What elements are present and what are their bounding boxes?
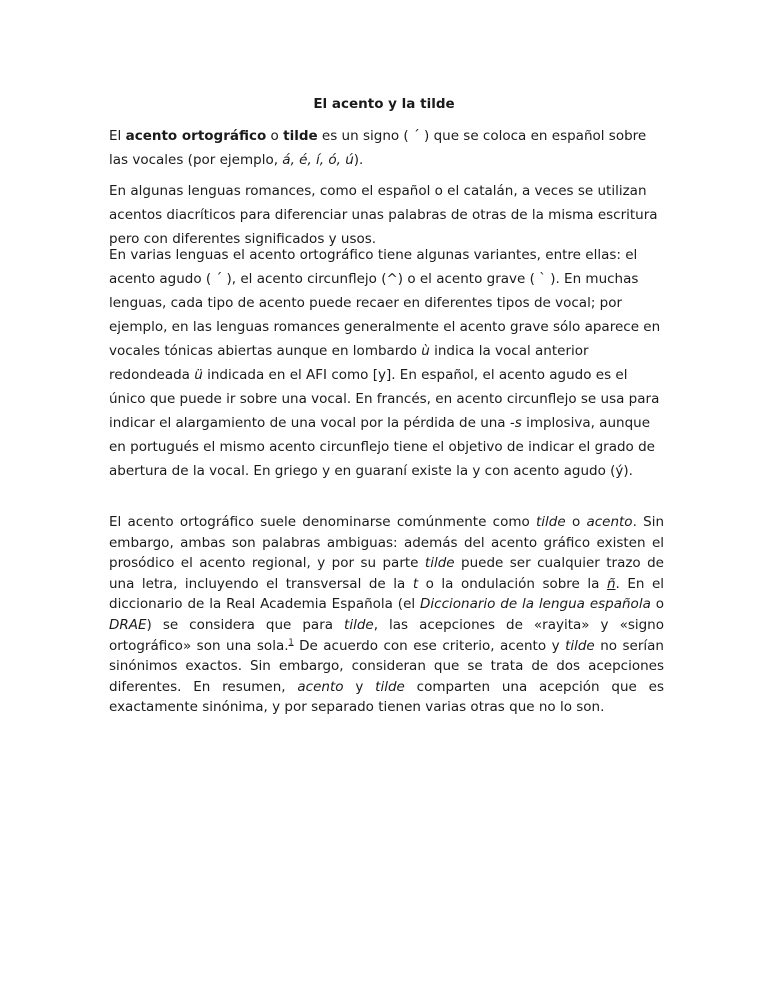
bold-term-acento-ortografico: acento ortográfico	[125, 128, 267, 144]
text-run: De acuerdo con ese criterio, acento y	[293, 637, 566, 654]
text-run: . En el diccionario de la Real Academia Española (el	[109, 575, 664, 613]
text-run: El	[109, 128, 126, 144]
text-run: o	[266, 128, 284, 144]
italic-text: tilde	[375, 678, 405, 695]
bold-term-tilde: tilde	[283, 128, 318, 144]
text-run: . Sin embargo, ambas son palabras ambiguas: además del acento gráfico existen el prosódico el acento regional, y por su parte	[109, 514, 664, 572]
text-run: o	[565, 514, 587, 530]
document-title: El acento y la tilde	[313, 96, 455, 112]
text-run: ) se considera que para	[146, 616, 345, 633]
paragraph-variants	[109, 243, 664, 483]
paragraph-definition	[109, 124, 664, 172]
paragraph-terminology	[109, 512, 664, 718]
text-run: comparten una acepción que es exactamente sinónima, y por separado tienen varias otras que no lo son.	[109, 678, 664, 716]
italic-text: Diccionario de la lengua española	[420, 596, 651, 613]
italic-text: ù	[421, 343, 430, 359]
italic-text: acento	[297, 678, 344, 695]
italic-text: DRAE	[109, 616, 147, 633]
text-run: En varias lenguas el acento ortográfico tiene algunas variantes, entre ellas: el acento agudo ( ´ ), el acento circunflejo (^) o el acento grave ( ` ). En muchas lenguas, cada tipo de acento puede recaer en diferentes tipos de vocal; por ejemplo, en las lenguas romances generalmente el acento grave sólo aparece en vocales tónicas abiertas aunque en lombardo	[109, 247, 661, 359]
text-run: El acento ortográfico suele denominarse comúnmente como	[109, 514, 537, 530]
text-run: indicada en el AFI como [y]. En español, el acento agudo es el único que puede ir sobre una vocal. En francés, en acento circunflejo se usa para indicar el alargamiento de una vocal por la pérdida de una	[109, 367, 660, 431]
footnote-reference[interactable]: 1	[288, 637, 294, 647]
text-run: , las acepciones de «rayita» y «signo ortográfico» son una sola.	[109, 616, 664, 654]
text-run: indica la vocal anterior redondeada	[109, 343, 589, 383]
text-run: y	[343, 678, 376, 695]
italic-text: tilde	[536, 514, 566, 530]
paragraph-diacritics: En algunas lenguas romances, como el español o el catalán, a veces se utilizan acentos diacríticos para diferenciar unas palabras de otras de la misma escritura pero con diferentes significados y usos.	[109, 183, 658, 247]
text-run: es un signo ( ´ ) que se coloca en español sobre las vocales (por ejemplo,	[109, 128, 647, 168]
italic-text: tilde	[344, 616, 374, 633]
text-run: no serían sinónimos exactos. Sin embargo, consideran que se trata de dos acepciones diferentes. En resumen,	[109, 637, 664, 695]
italic-text: acento	[586, 514, 633, 530]
italic-link-enie[interactable]: ñ	[606, 575, 616, 592]
italic-vowel-examples: á, é, í, ó, ú	[282, 152, 354, 168]
text-run: o	[650, 596, 664, 613]
text-run: ).	[353, 152, 364, 168]
italic-text: -s	[509, 415, 522, 431]
text-run: implosiva, aunque en portugués el mismo acento circunflejo tiene el objetivo de indicar el grado de abertura de la vocal. En griego y en guaraní existe la y con acento agudo (ý).	[109, 415, 655, 479]
italic-text: tilde	[565, 637, 595, 654]
italic-text: tilde	[424, 555, 455, 572]
text-run: o la ondulación sobre la	[418, 575, 607, 592]
italic-text: t	[412, 575, 419, 592]
italic-text: ü	[194, 367, 203, 383]
text-run: puede ser cualquier trazo de una letra, incluyendo el transversal de la	[109, 555, 664, 592]
